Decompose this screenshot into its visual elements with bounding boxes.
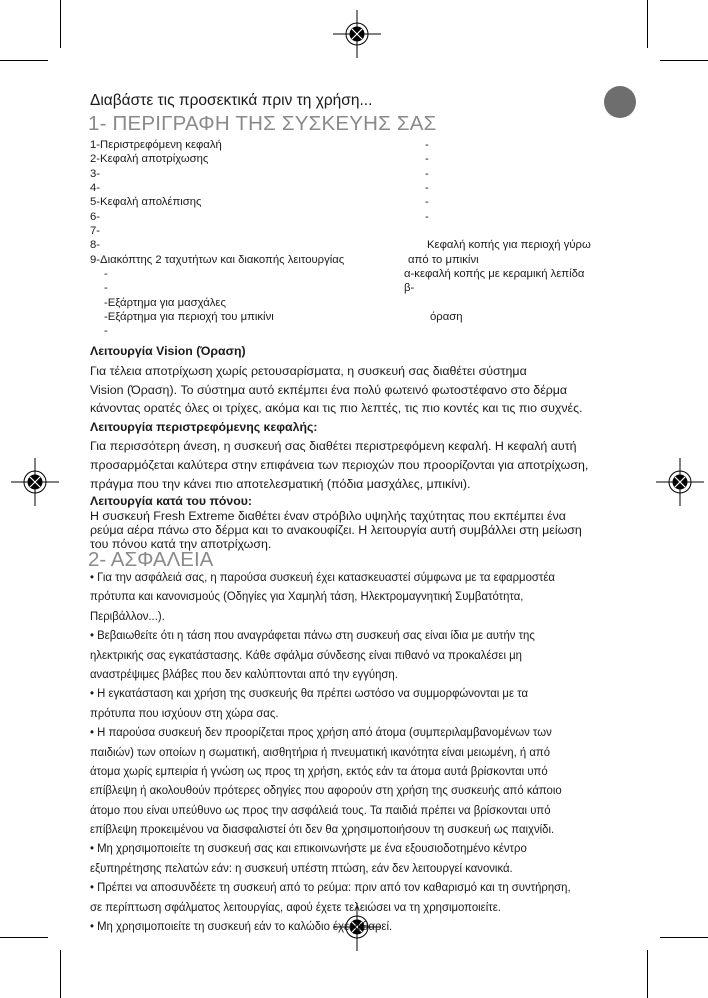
language-indicator-dot (604, 86, 636, 118)
text-line: πράγμα που την κάνει πιο αποτελεσματική (πόδια μασχάλες, μπικίνι). (90, 476, 471, 491)
text-line: - (425, 139, 429, 151)
text-line: α-κεφαλή κοπής με κεραμική λεπίδα (404, 268, 585, 281)
text-line: όραση (430, 311, 463, 324)
text-line: -Εξάρτημα για μασχάλες (104, 296, 226, 309)
text-line: άτομα χωρίς εμπειρία ή γνώση ως προς τη χρήση, εκτός εάν τα άτομα αυτά βρίσκονται υπό (90, 763, 548, 778)
text-line (404, 324, 591, 338)
safety-paragraph (90, 568, 571, 936)
text-line: 4- (90, 182, 101, 195)
text-line: 6- (90, 210, 101, 223)
section-heading-safety: 2- ΑΣΦΑΛΕΙΑ (88, 548, 214, 571)
text-line: 2-Κεφαλή αποτρίχωσης (90, 153, 209, 166)
page-title: Διαβάστε τις προσεκτικά πριν τη χρήση... (90, 92, 373, 109)
text-line: 5-Κεφαλή απολέπισης (90, 196, 202, 209)
text-line: εξυπηρέτησης πελατών εάν: η συσκευή υπέστη πτώση, εάν δεν λειτουργεί κανονικά. (90, 860, 513, 875)
registration-mark (656, 458, 704, 506)
vision-paragraph (90, 362, 582, 418)
text-line: 3- (90, 167, 101, 180)
text-line: από το μπικίνι (408, 253, 479, 266)
text-line (404, 296, 591, 310)
registration-mark (11, 458, 59, 506)
text-line: • Για την ασφάλειά σας, η παρούσα συσκευή έχει κατασκευαστεί σύμφωνα με τα εφαρμοστέα (90, 570, 555, 584)
text-line: άτομο που είναι υπεύθυνο ως προς την ασφάλειά τους. Τα παιδιά πρέπει να βρίσκονται υπό (90, 802, 551, 817)
text-line: 1-Περιστρεφόμενη κεφαλή (90, 139, 222, 151)
text-line: • Βεβαιωθείτε ότι η τάση που αναγράφεται πάνω στη συσκευή σας είναι ίδια με αυτήν της (90, 628, 535, 643)
registration-mark (333, 10, 381, 58)
text-line: - (104, 268, 108, 281)
text-line: Κεφαλή κοπής για περιοχή γύρω (427, 239, 591, 252)
anti-pain-paragraph (90, 509, 582, 552)
text-line: • Μη χρησιμοποιείτε τη συσκευή σας και επικοινωνήστε με ένα εξουσιοδοτημένο κέντρο (90, 841, 527, 856)
text-line: Η συσκευή Fresh Extreme διαθέτει έναν στρόβιλο υψηλής ταχύτητας που εκπέμπει ένα (90, 509, 566, 523)
text-line: -Εξάρτημα για περιοχή του μπικίνι (104, 311, 274, 324)
text-line: παιδιών) των οποίων η σωματική, αισθητήρια ή πνευματική ικανότητα είναι μειωμένη, ή από (90, 744, 551, 759)
text-line: προσαρμόζεται καλύτερα στην επιφάνεια των περιοχών που προορίζονται για αποτρίχωση, (90, 457, 589, 472)
parts-list-right (404, 138, 591, 339)
text-line: πρότυπα που ισχύουν στη χώρα σας. (90, 705, 279, 720)
text-line: σε περίπτωση σφάλματος λειτουργίας, αφού έχετε τελειώσει να τη χρησιμοποιείτε. (90, 899, 501, 914)
text-line: του πόνου κατά την αποτρίχωση. (90, 537, 272, 552)
rotating-head-heading: Λειτουργία περιστρεφόμενης κεφαλής: (90, 420, 318, 434)
anti-pain-heading: Λειτουργία κατά του πόνου: (90, 494, 252, 508)
text-line: • Μη χρησιμοποιείτε τη συσκευή εάν το καλώδιο έχει φθαρεί. (90, 919, 393, 934)
text-line: • Η παρούσα συσκευή δεν προορίζεται προς χρήση από άτομα (συμπεριλαμβανομένων των (90, 725, 552, 740)
text-line (404, 224, 591, 238)
text-line: - (425, 196, 429, 209)
text-line: ρεύμα αέρα πάνω στο δέρμα και το ανακουφίζει. Η λειτουργία αυτή συμβάλλει στη μείωση (90, 523, 582, 538)
text-line: • Πρέπει να αποσυνδέετε τη συσκευή από το ρεύμα: πριν από τον καθαρισμό και τη συντήρηση, (90, 880, 571, 895)
text-line: ηλεκτρικής σας εγκατάστασης. Κάθε σφάλμα σύνδεσης είναι πιθανό να προκαλέσει μη (90, 647, 522, 662)
text-line: - (425, 153, 429, 166)
text-line: πρότυπα και κανονισμούς (Οδηγίες για Χαμηλή τάση, Ηλεκτρομαγνητική Συμβατότητα, (90, 589, 524, 604)
text-line: επίβλεψη προκειμένου να διασφαλιστεί ότι δεν θα χρησιμοποιήσουν τη συσκευή ως παιχνίδι. (90, 822, 555, 837)
text-line: κάνοντας ορατές όλες οι τρίχες, ακόμα και τις πιο λεπτές, τις πιο κοντές και τις πιο συχνές. (90, 401, 583, 416)
text-line: Για περισσότερη άνεση, η συσκευή σας διαθέτει περιστρεφόμενη κεφαλή. Η κεφαλή αυτή (90, 439, 577, 453)
text-line: - (425, 167, 429, 180)
text-line: 9-Διακόπτης 2 ταχυτήτων και διακοπής λειτουργίας (90, 253, 345, 266)
text-line: 7- (90, 225, 101, 238)
text-line: επίβλεψη ή ακολουθούν πρότερες οδηγίες που αφορούν στη χρήση της συσκευής από κάποιο (90, 783, 562, 798)
text-line: β- (404, 282, 415, 295)
text-line: - (425, 182, 429, 195)
rotating-head-paragraph (90, 437, 588, 493)
section-heading-description: 1- ΠΕΡΙΓΡΑΦΗ ΤΗΣ ΣΥΣΚΕΥΗΣ ΣΑΣ (88, 112, 437, 135)
vision-heading: Λειτουργία Vision (Όραση) (90, 344, 246, 358)
text-line: • Η εγκατάσταση και χρήση της συσκευής θα πρέπει ωστόσο να συμμορφώνονται με τα (90, 686, 529, 701)
text-line: - (104, 325, 108, 338)
text-line: αναστρέψιμες βλάβες που δεν καλύπτονται από την εγγύηση. (90, 666, 398, 681)
text-line: - (104, 282, 108, 295)
text-line: Για τέλεια αποτρίχωση χωρίς ρετουσαρίσματα, η συσκευή σας διαθέτει σύστημα (90, 364, 527, 378)
parts-list-left (90, 138, 344, 339)
text-line: Περιβάλλον...). (90, 608, 165, 623)
text-line: Vision (Όραση). Το σύστημα αυτό εκπέμπει ένα πολύ φωτεινό φωτοστέφανο στο δέρμα (90, 382, 568, 397)
text-line: - (425, 210, 429, 223)
text-line: 8- (90, 239, 101, 252)
